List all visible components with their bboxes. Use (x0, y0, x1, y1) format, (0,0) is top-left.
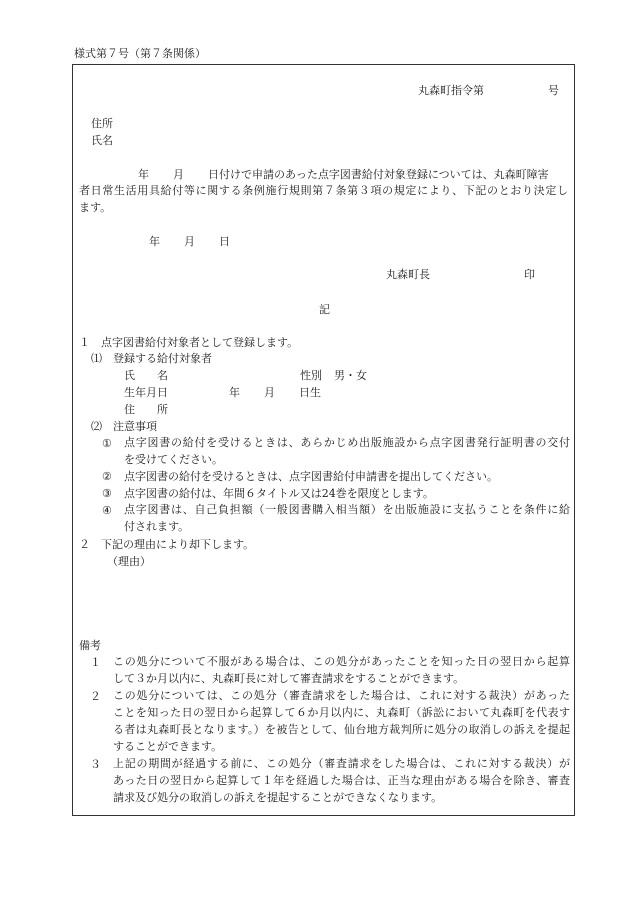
remark1 (113, 653, 570, 687)
issuer-title: 丸森町長 (386, 268, 430, 281)
note4-mark: ④ (102, 504, 112, 517)
date-month: 月 (184, 235, 195, 248)
intro-month: 月 (173, 168, 184, 181)
remark1-number: １ (90, 656, 101, 669)
section1-heading: １ 点字図書給付対象者として登録します。 (79, 336, 299, 349)
birthdate-label: 生年月日 (124, 386, 168, 399)
note4-line1: 点字図書は、自己負担額（一般図書購入相当額）を出版施設に支払うことを条件に給 (124, 503, 570, 516)
section1-sub2-heading: ⑵ 注意事項 (91, 420, 157, 433)
birth-day: 日生 (299, 386, 321, 399)
intro-line3: ます。 (79, 201, 112, 214)
intro-year: 年 (138, 168, 149, 181)
intro-line2: 者日常生活用具給付等に関する条例施行規則第７条第３項の規定により、下記のとおり決定し (79, 184, 568, 197)
remark2-line3: る者は丸森町長となります。）を被告として、仙台地方裁判所に処分の取消しの訴えを提起 (113, 723, 570, 736)
recipient-address-label: 住所 (91, 117, 113, 130)
note3-mark: ③ (102, 487, 112, 500)
birth-month: 月 (264, 386, 275, 399)
intro-paragraph (79, 182, 568, 216)
section2-heading: ２ 下記の理由により却下します。 (79, 538, 255, 551)
remark3-line3: 請求及び処分の取消しの訴えを提起することができなくなります。 (113, 791, 443, 804)
remark3-line2: あった日の翌日から起算して１年を経過した場合は、正当な理由がある場合を除き、審査 (113, 774, 570, 787)
reason-label: （理由） (107, 555, 151, 568)
note1 (124, 434, 570, 468)
doc-number-suffix: 号 (548, 84, 559, 97)
remark2-line2: ことを知った日の翌日から起算して６か月以内に、丸森町（訴訟において丸森町を代表す (113, 706, 570, 719)
remark1-line2: して３か月以内に、丸森町長に対して審査請求をすることができます。 (113, 672, 465, 685)
note3: 点字図書の給付は、年間６タイトル又は24巻を限度とします。 (124, 487, 434, 500)
remark2-line4: することができます。 (113, 740, 223, 753)
section1-sub1-heading: ⑴ 登録する給付対象者 (91, 352, 212, 365)
remark2-line1: この処分については、この処分（審査請求をした場合は、これに対する裁決）があった (113, 689, 570, 702)
beneficiary-name-label: 氏 名 (124, 369, 168, 382)
beneficiary-address-label: 住 所 (124, 403, 168, 416)
note1-line2: を受けてください。 (124, 453, 223, 466)
note4 (124, 501, 570, 535)
date-day: 日 (219, 235, 230, 248)
remark1-line1: この処分について不服がある場合は、この処分があったことを知った日の翌日から起算 (113, 655, 570, 668)
birth-year: 年 (229, 386, 240, 399)
note2-mark: ② (102, 470, 112, 483)
gender-label: 性別 (300, 369, 322, 382)
gender-options: 男・女 (334, 369, 367, 382)
remark3-number: ３ (90, 758, 101, 771)
recipient-name-label: 氏名 (91, 134, 113, 147)
doc-number-prefix: 丸森町指令第 (418, 84, 484, 97)
note1-mark: ① (102, 437, 112, 450)
date-year: 年 (149, 235, 160, 248)
remark3 (113, 755, 570, 806)
note2: 点字図書の給付を受けるときは、点字図書給付申請書を提出してください。 (124, 470, 498, 483)
issuer-seal: 印 (524, 268, 535, 281)
remark2-number: ２ (90, 690, 101, 703)
ki-heading: 記 (319, 303, 330, 316)
note1-line1: 点字図書の給付を受けるときは、あらかじめ出版施設から点字図書発行証明書の交付 (124, 436, 570, 449)
remarks-title: 備考 (79, 639, 101, 652)
intro-line1: 日付けで申請のあった点字図書給付対象登録については、丸森町障害 (208, 168, 549, 181)
note4-line2: 付されます。 (124, 520, 190, 533)
form-label: 様式第７号（第７条関係） (74, 47, 206, 60)
remark2 (113, 687, 570, 755)
remark3-line1: 上記の期間が経過する前に、この処分（審査請求をした場合は、これに対する裁決）が (113, 757, 570, 770)
